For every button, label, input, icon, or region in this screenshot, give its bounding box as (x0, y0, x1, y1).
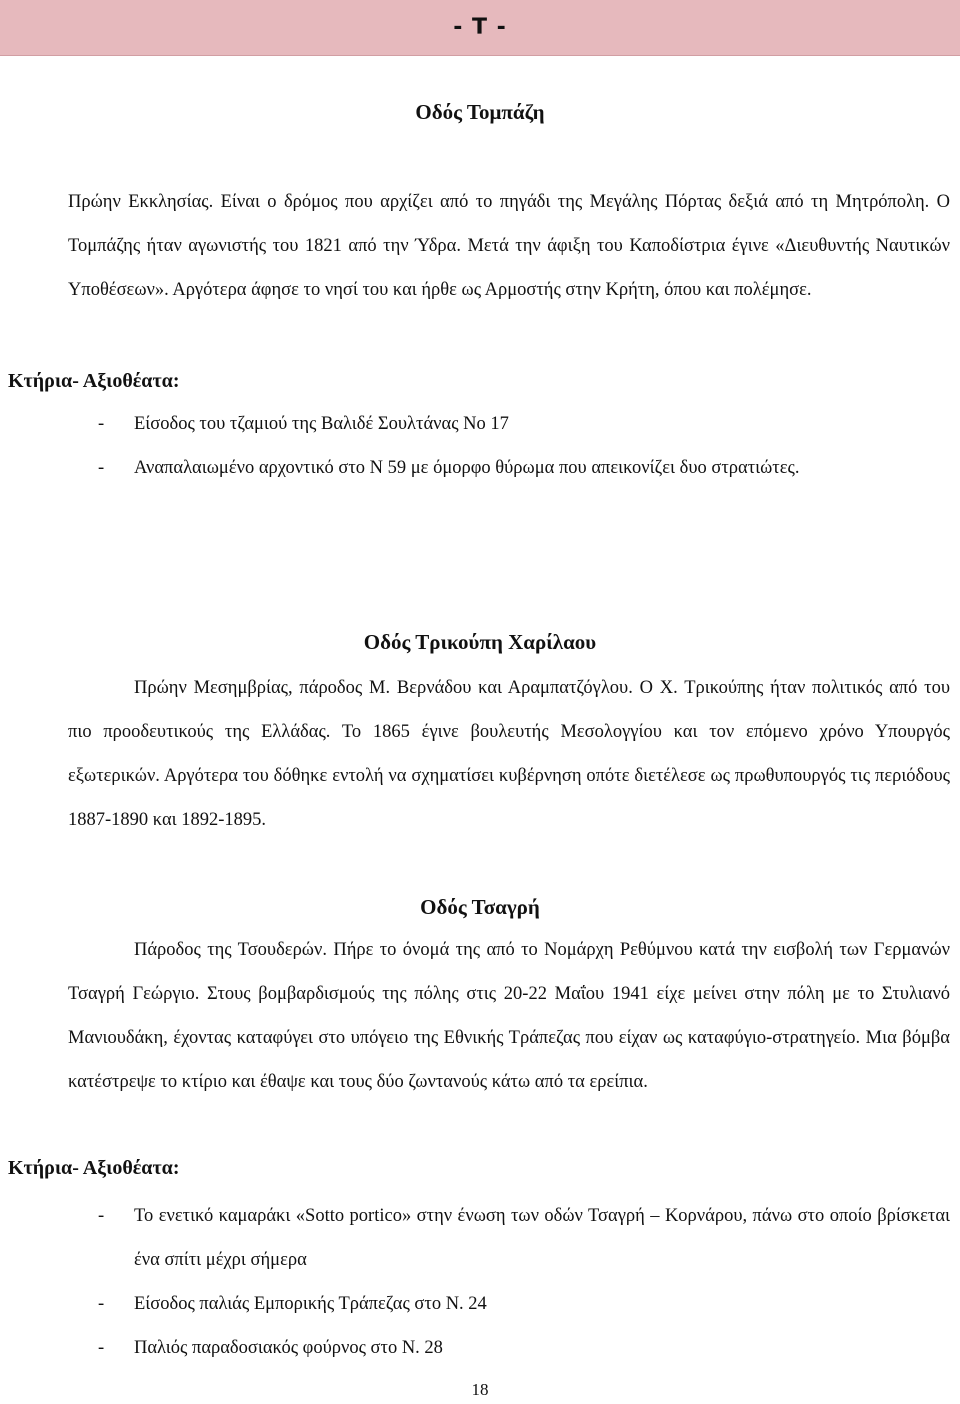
sight-text: Το ενετικό καμαράκι «Sotto portico» στην ένωση των οδών Τσαγρή – Κορνάρου, πάνω στο οποίο βρίσκεται ένα σπίτι μέχρι σήμερα (134, 1206, 950, 1270)
sight-item (98, 1282, 950, 1326)
sight-text: Παλιός παραδοσιακός φούρνος στο Ν. 28 (134, 1338, 443, 1358)
street-description-trikoupi: Πρώην Μεσημβρίας, πάροδος Μ. Βερνάδου και Αραμπατζόγλου. Ο Χ. Τρικούπης ήταν πολιτικός από του πιο προοδευτικούς της Ελλάδας. Το 1865 έγινε βουλευτής Μεσολογγίου και τον επόμενο χρόνο Υπουργός εξωτερικών. Αργότερα του δόθηκε εντολή να σχηματίσει κυβέρνηση οπότε διετέλεσε ως πρωθυπουργός τις περιόδους 1887-1890 και 1892-1895. (68, 678, 950, 830)
sights-label-tompazi: Κτήρια- Αξιοθέατα: (8, 370, 180, 392)
sight-item (98, 1194, 950, 1282)
bullet-dash: - (98, 1338, 105, 1358)
section-letter: - Τ - (453, 15, 507, 40)
street-title-tompazi: Οδός Τομπάζη (415, 100, 545, 124)
bullet-dash: - (98, 1206, 105, 1226)
section-letter-banner (0, 0, 960, 56)
page-number: 18 (471, 1380, 489, 1399)
sight-text: Είσοδος του τζαμιού της Βαλιδέ Σουλτάνας Νο 17 (134, 414, 509, 434)
street-title-tsagri: Οδός Τσαγρή (420, 895, 540, 919)
sight-text: Αναπαλαιωμένο αρχοντικό στο Ν 59 με όμορφο θύρωμα που απεικονίζει δυο στρατιώτες. (134, 458, 800, 478)
street-title-trikoupi: Οδός Τρικούπη Χαρίλαου (363, 630, 597, 654)
street-description-tompazi: Πρώην Εκκλησίας. Είναι ο δρόμος που αρχίζει από το πηγάδι της Μεγάλης Πόρτας δεξιά από τη Μητρόπολη. Ο Τομπάζης ήταν αγωνιστής του 1821 από την Ύδρα. Μετά την άφιξη του Καποδίστρια έγινε «Διευθυντής Ναυτικών Υποθέσεων». Αργότερα άφησε το νησί του και ήρθε ως Αρμοστής στην Κρήτη, όπου και πολέμησε. (68, 192, 950, 300)
sight-text: Είσοδος παλιάς Εμπορικής Τράπεζας στο Ν. 24 (134, 1294, 487, 1314)
sights-label-tsagri: Κτήρια- Αξιοθέατα: (8, 1157, 180, 1179)
bullet-dash: - (98, 414, 105, 434)
bullet-dash: - (98, 1294, 105, 1314)
sight-item (98, 1326, 950, 1370)
sight-item (98, 402, 950, 446)
bullet-dash: - (98, 458, 105, 478)
street-description-tsagri: Πάροδος της Τσουδερών. Πήρε το όνομά της από το Νομάρχη Ρεθύμνου κατά την εισβολή των Γερμανών Τσαγρή Γεώργιο. Στους βομβαρδισμούς της πόλης στις 20-22 Μαΐου 1941 είχε μείνει στην πόλη με το Στυλιανό Μανιουδάκη, έχοντας καταφύγει στο υπόγειο της Εθνικής Τράπεζας που είχαν ως καταφύγιο-στρατηγείο. Μια βόμβα κατέστρεψε το κτίριο και έθαψε και τους δύο ζωντανούς κάτω από τα ερείπια. (68, 940, 950, 1092)
sight-item (98, 446, 950, 490)
